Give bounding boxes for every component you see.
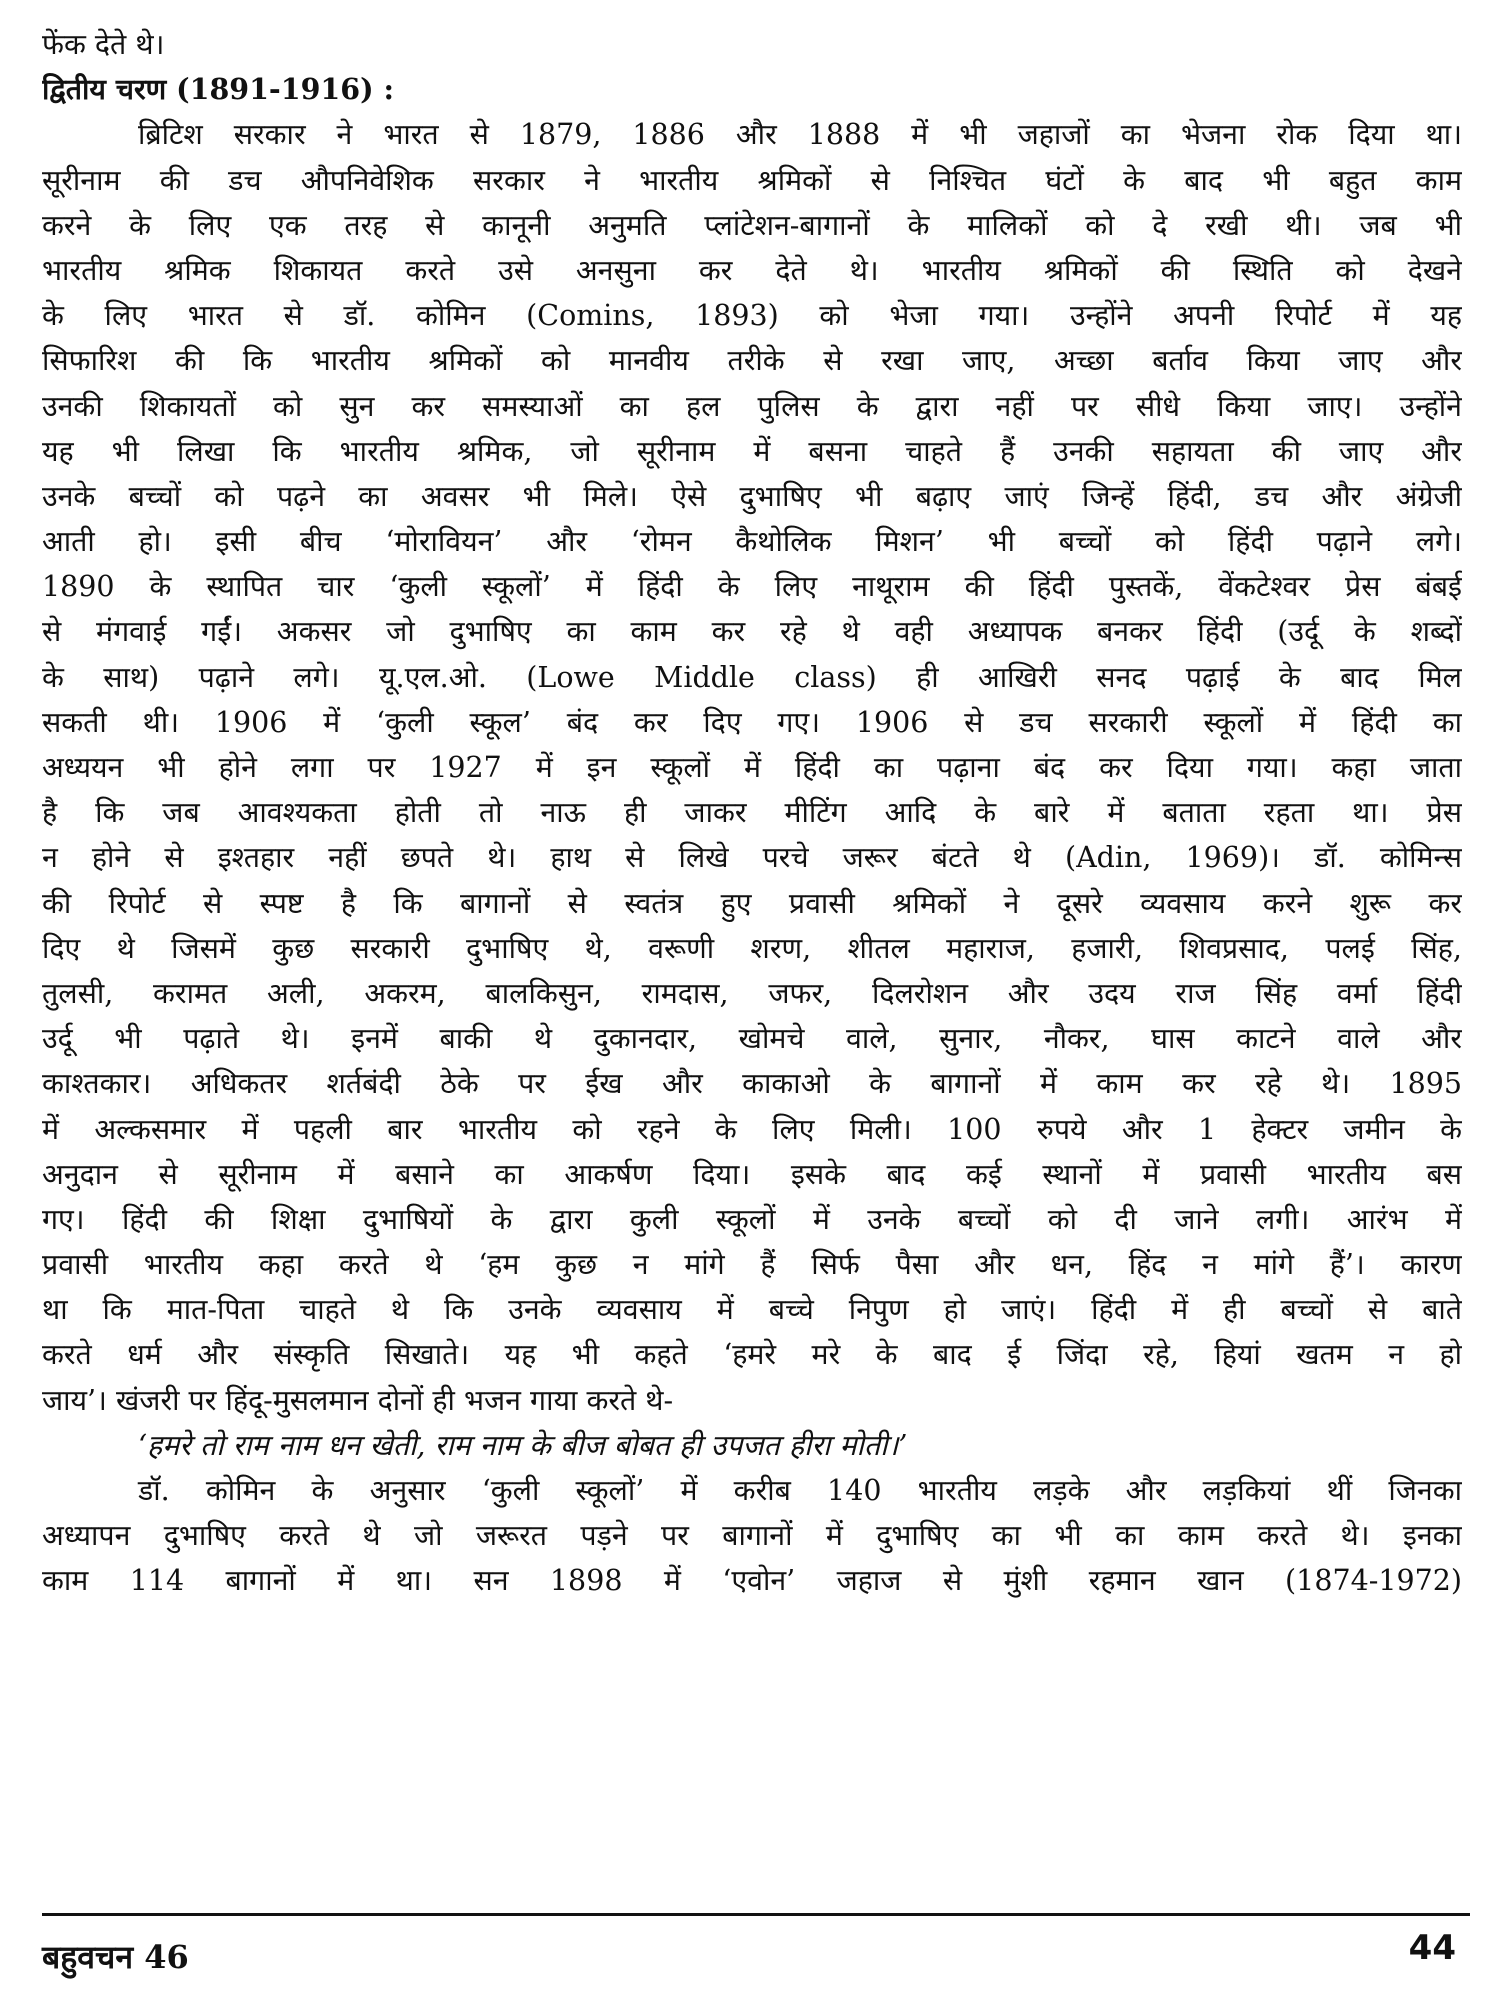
journal-title: बहुवचन 46	[42, 1938, 189, 1976]
text-line: उर्दू भी पढ़ाते थे। इनमें बाकी थे दुकानदार, खोमचे वाले, सुनार, नौकर, घास काटने वाले और	[42, 1022, 1462, 1056]
text-line: तुलसी, करामत अली, अकरम, बालकिसुन, रामदास, जफर, दिलरोशन और उदय राज सिंह वर्मा हिंदी	[42, 976, 1462, 1010]
text-line: आती हो। इसी बीच ‘मोरावियन’ और ‘रोमन कैथोलिक मिशन’ भी बच्चों को हिंदी पढ़ाने लगे।	[42, 525, 1462, 559]
section-heading: द्वितीय चरण (1891-1916) :	[42, 72, 395, 107]
document-body	[42, 22, 1462, 1604]
text-line: काश्तकार। अधिकतर शर्तबंदी ठेके पर ईख और काकाओ के बागानों में काम कर रहे थे। 1895	[42, 1067, 1462, 1101]
text-line: अध्यापन दुभाषिए करते थे जो जरूरत पड़ने पर बागानों में दुभाषिए का भी का काम करते थे। इनका	[42, 1519, 1462, 1553]
text-line: करने के लिए एक तरह से कानूनी अनुमति प्लांटेशन-बागानों के मालिकों को दे रखी थी। जब भी	[42, 208, 1462, 242]
text-line: फेंक देते थे।	[42, 28, 165, 61]
text-line: की रिपोर्ट से स्पष्ट है कि बागानों से स्वतंत्र हुए प्रवासी श्रमिकों ने दूसरे व्यवसाय करने शुरू कर	[42, 886, 1462, 920]
verse-quote: ‘हमरे तो राम नाम धन खेती, राम नाम के बीज बोबत ही उपजत हीरा मोती।’	[138, 1428, 908, 1462]
text-line: प्रवासी भारतीय कहा करते थे ‘हम कुछ न मांगे हैं सिर्फ पैसा और धन, हिंद न मांगे हैं’। कारण	[42, 1248, 1462, 1282]
text-line: जाय’। खंजरी पर हिंदू-मुसलमान दोनों ही भजन गाया करते थे-	[42, 1383, 674, 1417]
text-line: सूरीनाम की डच औपनिवेशिक सरकार ने भारतीय श्रमिकों से निश्चित घंटों के बाद भी बहुत काम	[42, 163, 1462, 197]
text-line: दिए थे जिसमें कुछ सरकारी दुभाषिए थे, वरूणी शरण, शीतल महाराज, हजारी, शिवप्रसाद, पलई सिंह,	[42, 931, 1462, 965]
paragraph-first-line: डॉ. कोमिन के अनुसार ‘कुली स्कूलों’ में करीब 140 भारतीय लड़के और लड़कियां थीं जिनका	[138, 1474, 1462, 1507]
paragraph-first-line: ब्रिटिश सरकार ने भारत से 1879, 1886 और 1888 में भी जहाजों का भेजना रोक दिया था।	[138, 118, 1462, 152]
text-line: अनुदान से सूरीनाम में बसाने का आकर्षण दिया। इसके बाद कई स्थानों में प्रवासी भारतीय बस	[42, 1157, 1462, 1191]
text-line: उनके बच्चों को पढ़ने का अवसर भी मिले। ऐसे दुभाषिए भी बढ़ाए जाएं जिन्हें हिंदी, डच और अंग्रेजी	[42, 479, 1462, 513]
text-line: गए। हिंदी की शिक्षा दुभाषियों के द्वारा कुली स्कूलों में उनके बच्चों को दी जाने लगी। आरंभ में	[42, 1202, 1462, 1236]
text-line: सिफारिश की कि भारतीय श्रमिकों को मानवीय तरीके से रखा जाए, अच्छा बर्ताव किया जाए और	[42, 344, 1462, 378]
text-line: करते धर्म और संस्कृति सिखाते। यह भी कहते ‘हमरे मरे के बाद ई जिंदा रहे, हियां खतम न हो	[42, 1338, 1462, 1372]
text-line: न होने से इश्तहार नहीं छपते थे। हाथ से लिखे परचे जरूर बंटते थे (Adin, 1969)। डॉ. कोमिन्स	[42, 841, 1462, 875]
text-line: 1890 के स्थापित चार ‘कुली स्कूलों’ में हिंदी के लिए नाथूराम की हिंदी पुस्तकें, वेंकटेश्वर प्रेस बंबई	[42, 570, 1462, 604]
text-line: उनकी शिकायतों को सुन कर समस्याओं का हल पुलिस के द्वारा नहीं पर सीधे किया जाए। उन्होंने	[42, 389, 1462, 423]
text-line: के साथ) पढ़ाने लगे। यू.एल.ओ. (Lowe Middle class) ही आखिरी सनद पढ़ाई के बाद मिल	[42, 660, 1462, 694]
footer-divider	[42, 1913, 1470, 1916]
text-line: से मंगवाई गईं। अकसर जो दुभाषिए का काम कर रहे थे वही अध्यापक बनकर हिंदी (उर्दू के शब्दों	[42, 615, 1462, 649]
text-line: काम 114 बागानों में था। सन 1898 में ‘एवोन’ जहाज से मुंशी रहमान खान (1874-1972)	[42, 1564, 1462, 1598]
text-line: अध्ययन भी होने लगा पर 1927 में इन स्कूलों में हिंदी का पढ़ाना बंद कर दिया गया। कहा जाता	[42, 751, 1462, 784]
text-line: था कि मात-पिता चाहते थे कि उनके व्यवसाय में बच्चे निपुण हो जाएं। हिंदी में ही बच्चों से बाते	[42, 1293, 1462, 1327]
text-line: सकती थी। 1906 में ‘कुली स्कूल’ बंद कर दिए गए। 1906 से डच सरकारी स्कूलों में हिंदी का	[42, 705, 1462, 739]
text-line: के लिए भारत से डॉ. कोमिन (Comins, 1893) को भेजा गया। उन्होंने अपनी रिपोर्ट में यह	[42, 299, 1462, 333]
page-number: 44	[1408, 1928, 1456, 1968]
text-line: भारतीय श्रमिक शिकायत करते उसे अनसुना कर देते थे। भारतीय श्रमिकों की स्थिति को देखने	[42, 253, 1462, 287]
text-line: है कि जब आवश्यकता होती तो नाऊ ही जाकर मीटिंग आदि के बारे में बताता रहता था। प्रेस	[42, 796, 1462, 830]
text-line: यह भी लिखा कि भारतीय श्रमिक, जो सूरीनाम में बसना चाहते हैं उनकी सहायता की जाए और	[42, 434, 1462, 468]
text-line: में अल्कसमार में पहली बार भारतीय को रहने के लिए मिली। 100 रुपये और 1 हेक्टर जमीन के	[42, 1112, 1462, 1146]
